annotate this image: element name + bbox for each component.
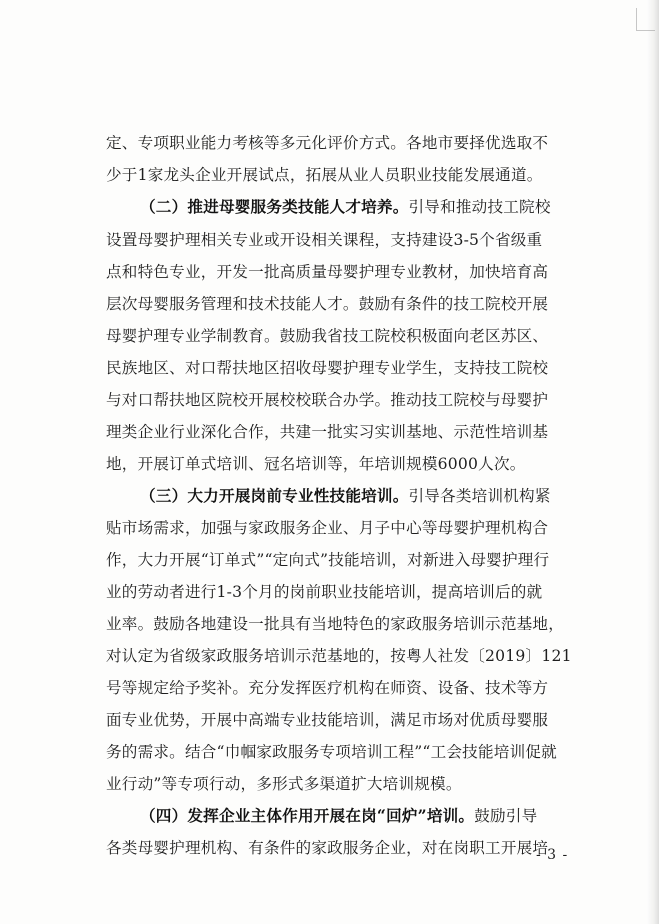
text-line-content: 点和特色专业，开发一批高质量母婴护理专业教材，加快培育高 [106,263,549,281]
text-line-content: 号等规定给予奖补。充分发挥医疗机构在师资、设备、技术等方 [106,679,549,697]
text-line [106,741,557,763]
text-line [106,517,548,539]
section-heading-line [140,805,537,827]
text-line-content: 民族地区、对口帮扶地区招收母婴护理专业学生，支持技工院校 [106,359,549,377]
text-line-content: 与对口帮扶地区院校开展校校联合办学。推动技工院校与母婴护 [106,391,549,409]
section-heading: （三）大力开展岗前专业性技能培训。 [140,486,409,505]
text-line [106,229,542,251]
text-line [106,773,462,795]
text-line [106,293,548,315]
page-edge-shadow [647,0,659,924]
text-line-content: 少于1家龙头企业开展试点，拓展从业人员职业技能发展通道。 [106,166,543,184]
text-line [106,613,564,635]
text-line-content: 引导各类培训机构紧 [408,487,551,505]
section-heading-line [140,196,551,218]
text-line-content: 务的需求。结合“巾帼家政服务专项培训工程”“工会技能培训促就 [106,743,557,761]
text-line [106,421,548,443]
text-line [106,325,548,347]
text-line-content: 定、专项职业能力考核等多元化评价方式。各地市要择优选取不 [106,134,549,152]
text-line-content: 设置母婴护理相关专业或开设相关课程，支持建设3-5个省级重 [106,231,543,249]
text-line [106,581,542,603]
text-line-content: 理类企业行业深化合作，共建一批实习实训基地、示范性培训基 [106,423,549,441]
section-heading: （四）发挥企业主体作用开展在岗“回炉”培训。 [140,806,475,825]
text-line-content: 业的劳动者进行1-3个月的岗前职业技能培训，提高培训后的就 [106,583,543,601]
text-line [106,261,548,283]
text-line-content: 对认定为省级家政服务培训示范基地的，按粤人社发〔2019〕121 [106,647,572,665]
text-line [106,357,548,379]
text-line [106,837,548,859]
text-line-content: 地，开展订单式培训、冠名培训等，年培训规模6000人次。 [106,455,526,473]
text-line-content: 作，大力开展“订单式”“定向式”技能培训，对新进入母婴护理行 [106,551,550,569]
page-number: - 3 - [536,847,569,863]
text-line-content: 业行动”等专项行动，多形式多渠道扩大培训规模。 [106,775,462,793]
text-line [106,164,543,186]
text-line [106,645,572,667]
text-line [106,677,548,699]
text-line [106,132,548,154]
text-line [106,389,548,411]
text-line [106,453,526,475]
text-line-content: 贴市场需求，加强与家政服务企业、月子中心等母婴护理机构合 [106,519,549,537]
section-heading: （二）推进母婴服务类技能人才培养。 [140,197,409,216]
text-line-content: 层次母婴服务管理和技术技能人才。鼓励有条件的技工院校开展 [106,295,549,313]
text-line-content: 面专业优势，开展中高端专业技能培训，满足市场对优质母婴服 [106,711,549,729]
text-line-content: 各类母婴护理机构、有条件的家政服务企业，对在岗职工开展培 [106,839,549,857]
text-line-content: 引导和推动技工院校 [408,198,551,216]
text-line [106,709,548,731]
scan-corner-mark [636,8,655,31]
text-line-content: 母婴护理专业学制教育。鼓励我省技工院校积极面向老区苏区、 [106,327,549,345]
text-line-content: 业率。鼓励各地建设一批具有当地特色的家政服务培训示范基地， [106,615,565,633]
section-heading-line [140,485,551,507]
text-line [106,549,549,571]
text-line-content: 鼓励引导 [474,807,538,825]
